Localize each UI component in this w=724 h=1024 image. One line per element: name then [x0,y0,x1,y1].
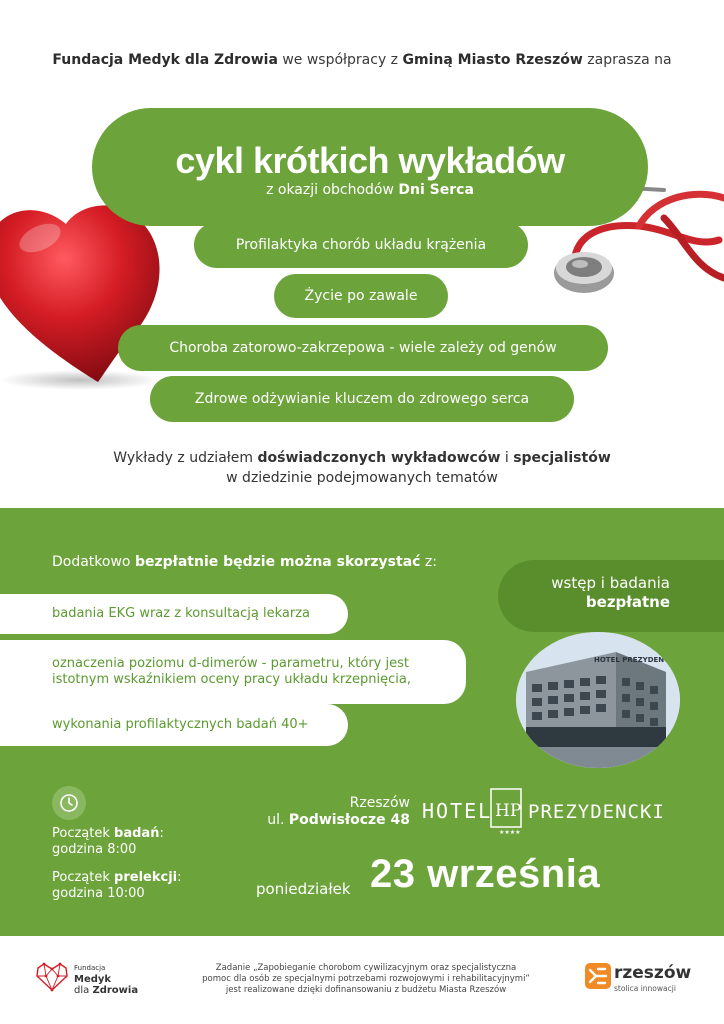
clock-icon [52,786,86,820]
hotel-logo [422,787,674,837]
svg-text:HOTEL PREZYDENCKI: HOTEL PREZYDENCKI [594,656,678,664]
svg-text:HP: HP [495,801,522,821]
topic-pill: Choroba zatorowo-zakrzepowa - wiele zależy od genów [118,325,608,371]
service-item: oznaczenia poziomu d-dimerów - parametru, który jest istotnym wskaźnikiem oceny pracy układu krzepnięcia, [0,640,466,704]
event-weekday: poniedziałek [256,880,351,898]
extras-intro: Dodatkowo bezpłatnie będzie można skorzystać z: [52,554,437,570]
exam-start: Początek badań: godzina 8:00 [52,826,164,857]
topic-pill: Profilaktyka chorób układu krążenia [194,222,528,268]
service-item: badania EKG wraz z konsultacją lekarza [0,594,348,634]
event-date: 23 września [370,852,601,896]
service-item: wykonania profilaktycznych badań 40+ [0,704,348,746]
rzeszow-logo-icon [584,962,612,990]
topic-pill: Życie po zawale [274,274,448,318]
topic-pill: Zdrowe odżywianie kluczem do zdrowego serca [150,376,574,422]
lecture-start: Początek prelekcji: godzina 10:00 [52,870,182,901]
foundation-heart-logo-icon [34,962,70,992]
partner-name: Gminą Miasto Rzeszów [402,52,583,68]
free-entry-text: wstęp i badania bezpłatne [551,574,670,611]
svg-text:PREZYDENCKI: PREZYDENCKI [528,801,665,823]
city-logo-text: rzeszów [614,963,692,983]
event-subtitle: z okazji obchodów Dni Serca [266,182,474,198]
svg-text:★★★★: ★★★★ [499,829,521,836]
venue-address: Rzeszów ul. Podwisłocze 48 [267,795,410,828]
hotel-building-image [516,632,680,768]
hotel-photo [516,632,680,768]
lecturers-description: Wykłady z udziałem doświadczonych wykładowców i specjalistów w dziedzinie podejmowanych tematów [113,450,611,486]
foundation-logo-text: Fundacja Medyk dla Zdrowia [74,964,139,996]
organizer-name: Fundacja Medyk dla Zdrowia [52,52,278,68]
intro-line: Fundacja Medyk dla Zdrowia we współpracy z Gminą Miasto Rzeszów zaprasza na [52,52,672,68]
funding-note: Zadanie „Zapobieganie chorobom cywilizacyjnym oraz specjalistyczna pomoc dla osób ze specjalnymi potrzebami rozwojowymi i rehabilitacyjnymi” jest realizowane dzięki dofinansowaniu z budżetu Miasta Rzeszów [202,963,530,995]
city-tagline: stolica innowacji [614,984,676,993]
svg-text:HOTEL: HOTEL [422,799,493,823]
event-title: cykl krótkich wykładów [175,140,565,181]
